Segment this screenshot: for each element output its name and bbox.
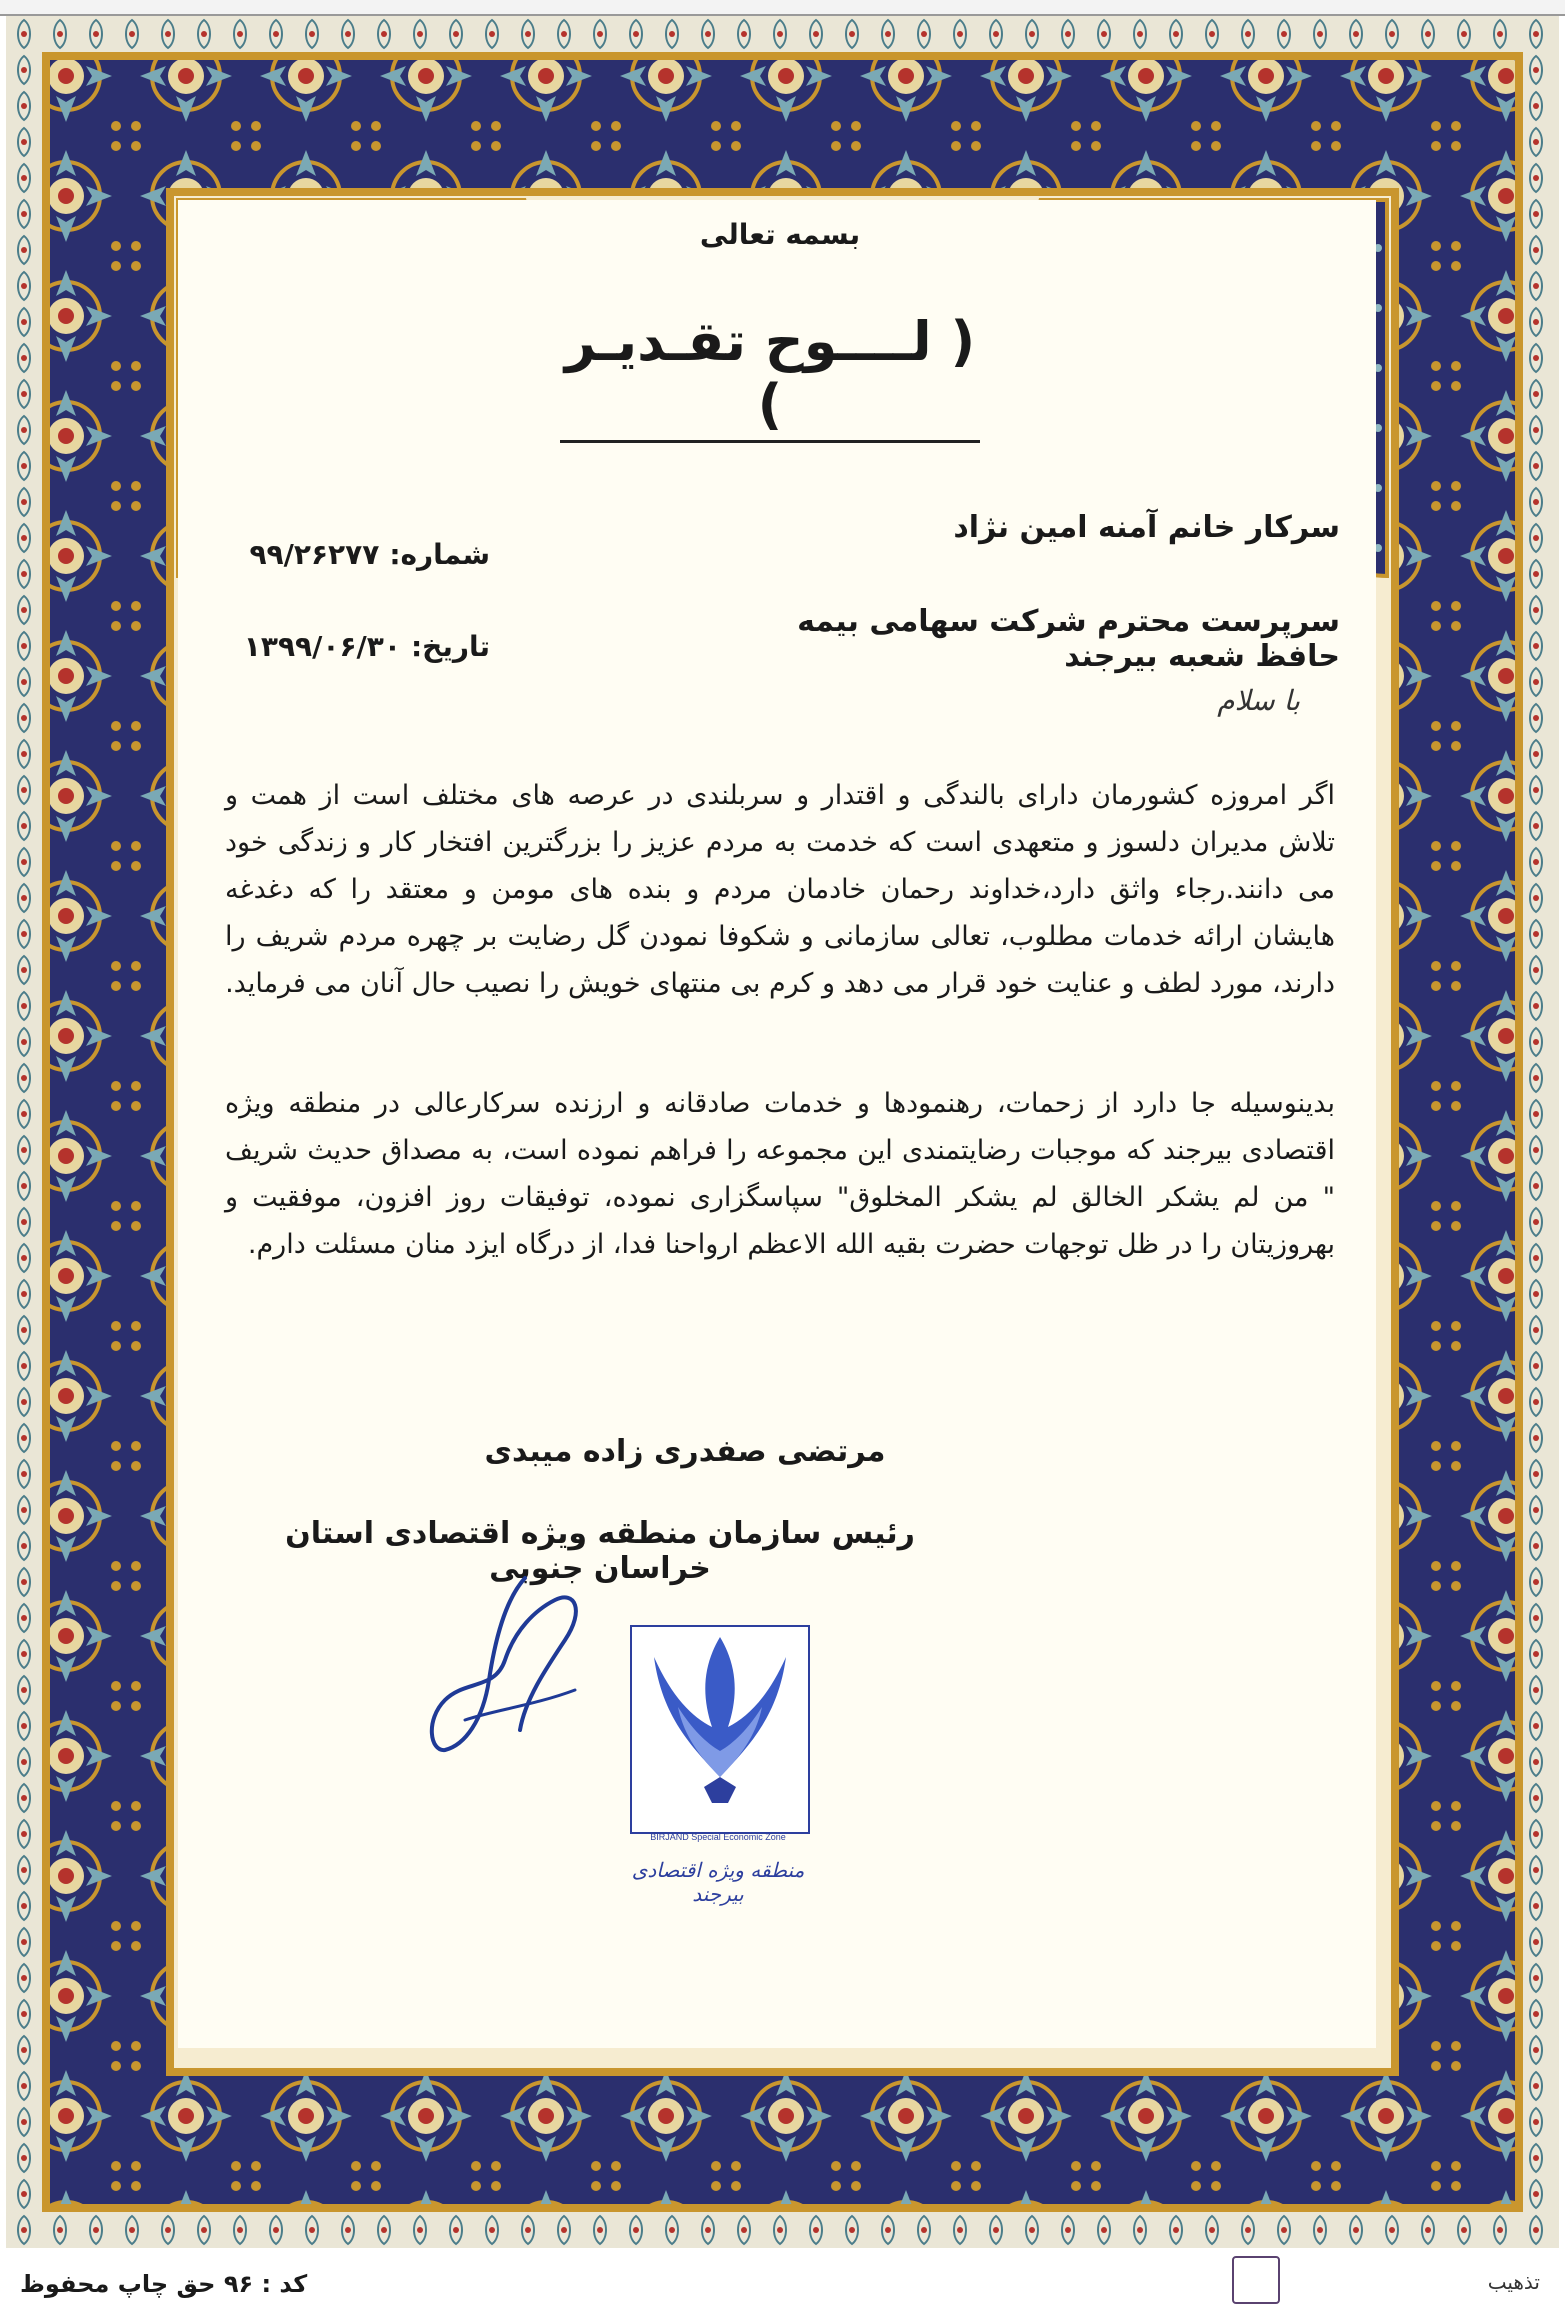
recipient-name: سرکار خانم آمنه امین نژاد (953, 510, 1340, 545)
date-value: ۱۳۹۹/۰۶/۳۰ (243, 630, 401, 663)
recipient-position: سرپرست محترم شرکت سهامی بیمه حافظ شعبه بیرجند (797, 604, 1340, 674)
letter-date (243, 630, 490, 663)
number-value: ۹۹/۲۶۲۷۷ (249, 538, 380, 571)
footer-code: کد : ۹۶ حق چاپ محفوظ (20, 2270, 308, 2298)
birjand-sez-logo (630, 1625, 810, 1834)
body-paragraph-2: بدینوسیله جا دارد از زحمات، رهنمودها و خدمات صادقانه و ارزنده سرکارعالی در منطقه ویژه اقتصادی بیرجند که موجبات رضایتمندی این مجموعه را فراهم نموده است، به مصداق حدیث شریف " من لم یشکر الخالق لم یشکر المخلوق" سپاسگزاری نموده، توفیقات روز افزون، موفقیت و بهروزیتان را در ظل توجهات حضرت بقیه الله الاعظم ارواحنا فدا، از درگاه ایزد منان مسئلت دارم. (225, 1088, 1335, 1260)
handwritten-salutation: با سلام (1217, 684, 1300, 717)
signer-name: مرتضی صفدری زاده میبدی (484, 1434, 886, 1469)
footer-brand: تذهیب (1487, 2270, 1540, 2294)
letter-number (250, 538, 490, 571)
logo-caption-en: BIRJAND Special Economic Zone (650, 1832, 786, 1842)
logo-caption-fa: منطقه ویژه اقتصادی بیرجند (631, 1858, 805, 1906)
logo-emblem-icon (632, 1627, 808, 1832)
handwritten-signature (425, 1570, 605, 1770)
certificate-title: ( لــــوح تقـدیـر ) (560, 310, 980, 443)
number-label: شماره: (389, 538, 490, 571)
date-label: تاریخ: (410, 630, 490, 663)
body-paragraph-1: اگر امروزه کشورمان دارای بالندگی و اقتدار و سربلندی در عرصه های مختلف است از همت و تلاش مدیران دلسوز و متعهدی است که خدمت به مردم عزیز را بزرگترین افتخار کار و زندگی خود می دانند.رجاء واثق دارد،خداوند رحمان خادمان مردم و بنده های مومن و معتقد را که دغدغه هایشان ارائه خدمات مطلوب، تعالی سازمانی و شکوفا نمودن گل رضایت بر چهره مردم شریف را دارند، مورد لطف و عنایت خود قرار می دهد و کرم بی منتهای خویش را نصیب حال آنان می فرماید. (225, 780, 1335, 999)
bismillah-heading: بسمه تعالی (699, 218, 861, 251)
signer-title: رئیس سازمان منطقه ویژه اقتصادی استان خراسان جنوبی (285, 1516, 915, 1586)
page-top-edge (0, 0, 1565, 16)
